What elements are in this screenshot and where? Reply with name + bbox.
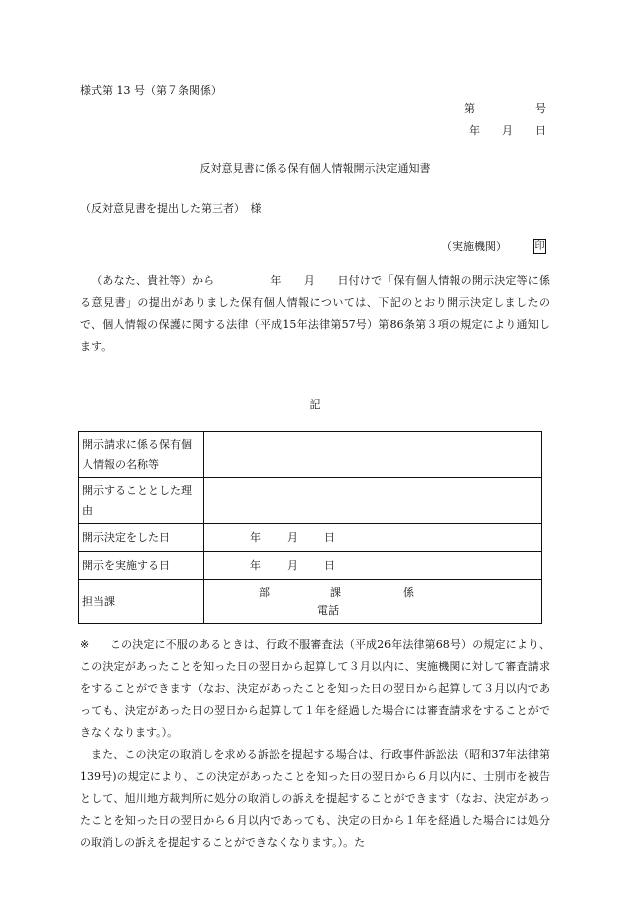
issue-date bbox=[469, 122, 546, 138]
row-label: 開示することとした理由 bbox=[79, 478, 204, 524]
table-row bbox=[79, 478, 542, 524]
row-label: 開示決定をした日 bbox=[79, 524, 204, 552]
note-paragraph-2: また、この決定の取消しを求める訴訟を提起する場合は、行政事件訴訟法（昭和37年法律第 139号)の規定により、この決定があったことを知った日の翌日から６月以内に、士別市を被告として、旭川地方裁判所に処分の取消しの訴えを提起することができます（なお、決定があったことを知った日の翌日から６月以内であっても、決定の日から１年を経過した場合には処分の取消しの訴えを提起することができなくなります。）。た bbox=[80, 748, 550, 849]
appeal-notes bbox=[80, 634, 550, 854]
decision-date-value: 年 月 日 bbox=[204, 524, 542, 552]
subsection-label: 係 bbox=[403, 585, 414, 599]
date-month: 月 bbox=[502, 124, 513, 137]
contact-value bbox=[204, 580, 542, 624]
doc-no-prefix: 第 bbox=[464, 102, 475, 115]
row-value bbox=[204, 432, 542, 478]
row-label: 開示を実施する日 bbox=[79, 552, 204, 580]
table-row bbox=[79, 524, 542, 552]
date-day: 日 bbox=[535, 124, 546, 137]
row-label: 開示請求に係る保有個人情報の名称等 bbox=[79, 432, 204, 478]
note-mark: ※ bbox=[80, 638, 90, 651]
agency-label: （実施機関） bbox=[441, 240, 507, 253]
ki-heading: 記 bbox=[309, 398, 321, 411]
section-label: 課 bbox=[330, 585, 341, 599]
table-row bbox=[79, 432, 542, 478]
document-number bbox=[464, 100, 546, 116]
table-row bbox=[79, 580, 542, 624]
decision-table bbox=[78, 431, 542, 624]
note-paragraph-1: ※ この決定に不服のあるときは、行政不服審査法（平成26年法律第68号）の規定により、この決定があったことを知った日の翌日から起算して３月以内に、実施機関に対して審査請求をすることができます（なお、決定があったことを知った日の翌日から起算して３月以内であっても、決定があった日の翌日から起算して１年を経過した場合には審査請求をすることができなくなります。）。 bbox=[80, 634, 550, 744]
dept-label: 部 bbox=[259, 585, 270, 599]
implementation-date-value: 年 月 日 bbox=[204, 552, 542, 580]
row-label: 担当課 bbox=[79, 580, 204, 624]
document-title: 反対意見書に係る保有個人情報開示決定通知書 bbox=[199, 162, 431, 175]
recipient-line: （反対意見書を提出した第三者） 様 bbox=[80, 202, 262, 215]
seal-mark: 印 bbox=[534, 240, 545, 252]
form-number: 様式第 13 号（第７条関係） bbox=[80, 84, 222, 97]
notification-body bbox=[80, 270, 550, 358]
agency-line bbox=[441, 238, 546, 254]
row-value bbox=[204, 478, 542, 524]
date-year: 年 bbox=[469, 124, 480, 137]
table-row bbox=[79, 552, 542, 580]
doc-no-suffix: 号 bbox=[535, 102, 546, 115]
phone-label: 電話 bbox=[317, 603, 339, 617]
body-text: （あなた、貴社等）から 年 月 日付けで「保有個人情報の開示決定等に係る意見書」の提出がありました保有個人情報については、下記のとおり開示決定しましたので、個人情報の保護に関する法律（平成15年法律第57号）第86条第３項の規定により通知します。 bbox=[80, 274, 550, 353]
